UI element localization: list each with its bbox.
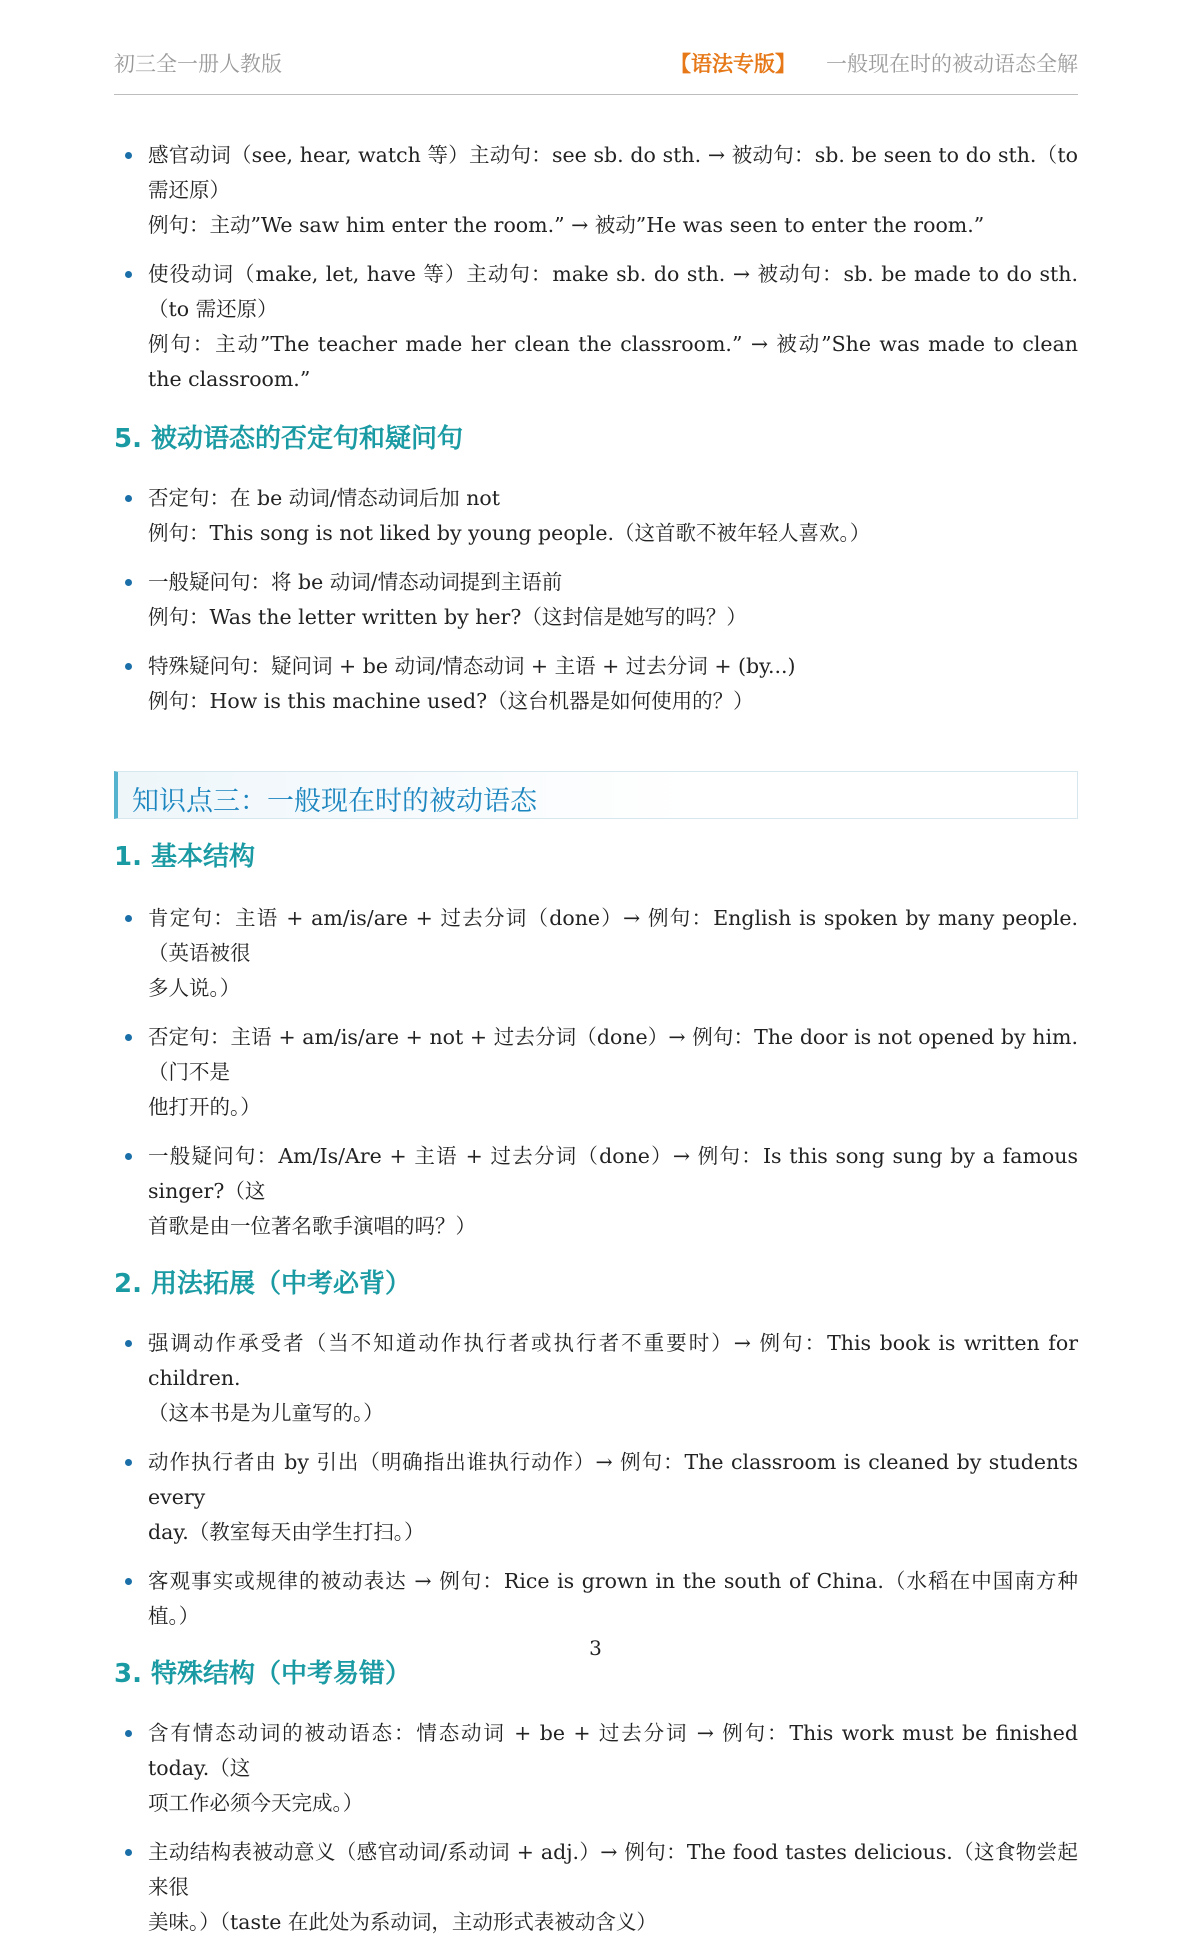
bullet-line-2: 项工作必须今天完成。） — [148, 1791, 364, 1815]
bullet-line-1: 一般疑问句：Am/Is/Are + 主语 + 过去分词（done）→ 例句：Is this song sung by a famous singer?（这 — [148, 1144, 1078, 1203]
list-item — [114, 1445, 1078, 1550]
bullet-line-1: 特殊疑问句：疑问词 + be 动词/情态动词 + 主语 + 过去分词 + (by...) — [148, 654, 796, 678]
list-item — [114, 1835, 1078, 1940]
header-title: 一般现在时的被动语态全解 — [826, 52, 1078, 76]
header-right — [670, 48, 1078, 78]
list-item — [114, 1139, 1078, 1244]
list-item — [114, 257, 1078, 397]
bullet-line-2: 他打开的。） — [148, 1095, 261, 1119]
list-item — [114, 565, 1078, 635]
list-item — [114, 1564, 1078, 1634]
bullet-line-1: 肯定句：主语 + am/is/are + 过去分词（done）→ 例句：English is spoken by many people.（英语被很 — [148, 906, 1078, 965]
bullet-line-1: 强调动作承受者（当不知道动作执行者或执行者不重要时）→ 例句：This book is written for children. — [148, 1331, 1078, 1390]
list-item — [114, 481, 1078, 551]
bullet-line-1: 一般疑问句：将 be 动词/情态动词提到主语前 — [148, 570, 563, 594]
bullet-line-2: （这本书是为儿童写的。） — [148, 1401, 384, 1425]
section-heading: 2. 用法拓展（中考必背） — [114, 1269, 412, 1299]
page-content — [114, 138, 1078, 1940]
bullet-line-2: 例句：How is this machine used?（这台机器是如何使用的？） — [148, 689, 754, 713]
section-heading: 3. 特殊结构（中考易错） — [114, 1659, 412, 1689]
knowledge-point-title: 知识点三：一般现在时的被动语态 — [132, 786, 537, 817]
bullet-line-2: 美味。）（taste 在此处为系动词，主动形式表被动含义） — [148, 1910, 657, 1934]
bullet-line-1: 感官动词（see, hear, watch 等）主动句：see sb. do sth. → 被动句：sb. be seen to do sth.（to 需还原） — [148, 143, 1078, 202]
bullet-line-1: 含有情态动词的被动语态：情态动词 + be + 过去分词 → 例句：This work must be finished today.（这 — [148, 1721, 1078, 1780]
list-item — [114, 901, 1078, 1006]
section-heading: 5. 被动语态的否定句和疑问句 — [114, 424, 464, 454]
bullet-line-1: 使役动词（make, let, have 等）主动句：make sb. do sth. → 被动句：sb. be made to do sth.（to 需还原） — [148, 262, 1078, 321]
bullet-line-2: 首歌是由一位著名歌手演唱的吗？） — [148, 1214, 476, 1238]
header-divider — [114, 94, 1078, 95]
bullet-line-1: 动作执行者由 by 引出（明确指出谁执行动作）→ 例句：The classroom is cleaned by students every — [148, 1450, 1078, 1509]
list-item — [114, 1326, 1078, 1431]
header-edition: 初三全一册人教版 — [114, 52, 282, 76]
bullet-line-1: 客观事实或规律的被动表达 → 例句：Rice is grown in the south of China.（水稻在中国南方种植。） — [148, 1569, 1078, 1628]
list-item — [114, 1716, 1078, 1821]
bullet-line-2: 例句：主动”We saw him enter the room.” → 被动”He was seen to enter the room.” — [148, 213, 985, 237]
bullet-line-2: 例句：Was the letter written by her?（这封信是她写的吗？） — [148, 605, 747, 629]
page-number: 3 — [589, 1636, 602, 1660]
list-item — [114, 649, 1078, 719]
bullet-line-2: day.（教室每天由学生打扫。） — [148, 1520, 425, 1544]
header-tag: 【语法专版】 — [670, 52, 796, 76]
knowledge-point-box — [114, 771, 1078, 819]
page-header — [114, 44, 1078, 80]
bullet-line-2: 多人说。） — [148, 976, 241, 1000]
bullet-line-2: 例句：主动”The teacher made her clean the classroom.” → 被动”She was made to clean the classroom.” — [148, 332, 1078, 391]
bullet-line-1: 否定句：在 be 动词/情态动词后加 not — [148, 486, 500, 510]
bullet-line-1: 否定句：主语 + am/is/are + not + 过去分词（done）→ 例句：The door is not opened by him.（门不是 — [148, 1025, 1078, 1084]
section-heading: 1. 基本结构 — [114, 842, 256, 872]
list-item — [114, 138, 1078, 243]
bullet-line-2: 例句：This song is not liked by young people.（这首歌不被年轻人喜欢。） — [148, 521, 871, 545]
bullet-line-1: 主动结构表被动意义（感官动词/系动词 + adj.）→ 例句：The food tastes delicious.（这食物尝起来很 — [148, 1840, 1078, 1899]
list-item — [114, 1020, 1078, 1125]
